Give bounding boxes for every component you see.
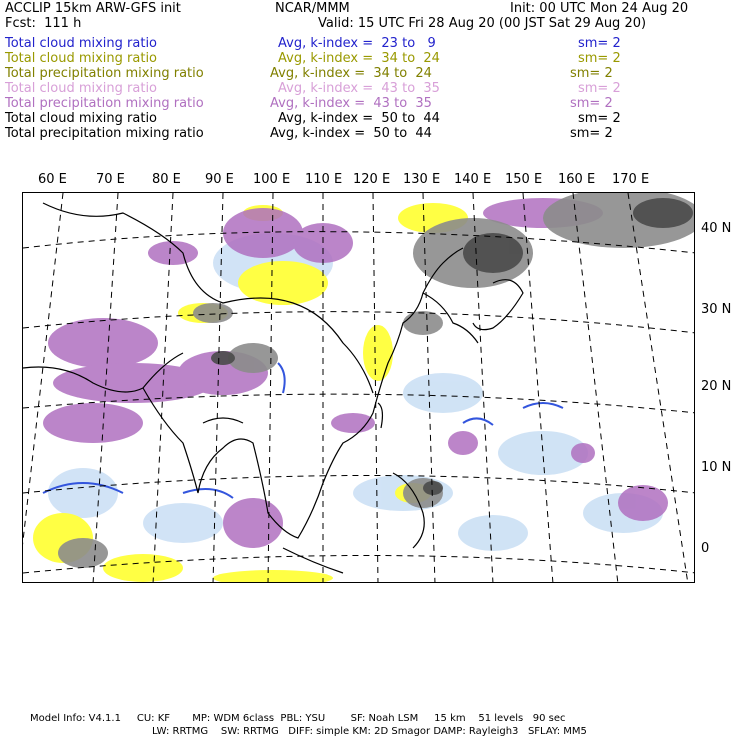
lon-label: 120 E — [353, 172, 391, 187]
title-left: ACCLIP 15km ARW-GFS init — [5, 1, 181, 16]
field-name: Total precipitation mixing ratio — [5, 96, 204, 111]
lon-label: 160 E — [558, 172, 596, 187]
field-sm: sm= 2 — [570, 66, 613, 81]
model-info-line1: Model Info: V4.1.1 CU: KF MP: WDM 6class PBL: YSU SF: Noah LSM 15 km 51 levels 90 sec — [30, 713, 566, 724]
map-canvas — [23, 193, 695, 583]
field-avg: Avg, k-index = 50 to 44 — [270, 126, 432, 141]
lon-label: 100 E — [253, 172, 291, 187]
field-avg: Avg, k-index = 34 to 24 — [270, 66, 432, 81]
map-panel — [22, 192, 695, 583]
valid-time: Valid: 15 UTC Fri 28 Aug 20 (00 JST Sat 29 Aug 20) — [318, 16, 647, 31]
lon-label: 140 E — [454, 172, 492, 187]
lon-label: 150 E — [505, 172, 543, 187]
init-time: Init: 00 UTC Mon 24 Aug 20 — [510, 1, 689, 16]
field-sm: sm= 2 — [578, 81, 621, 96]
lat-label: 10 N — [701, 460, 732, 475]
lon-label: 90 E — [205, 172, 234, 187]
lon-label: 60 E — [38, 172, 67, 187]
field-avg: Avg, k-index = 43 to 35 — [270, 96, 432, 111]
field-name: Total cloud mixing ratio — [5, 111, 158, 126]
field-avg: Avg, k-index = 43 to 35 — [278, 81, 440, 96]
lat-label: 0 — [701, 541, 710, 556]
lon-label: 110 E — [305, 172, 343, 187]
field-sm: sm= 2 — [578, 111, 621, 126]
field-name: Total cloud mixing ratio — [5, 36, 158, 51]
model-info-line2: LW: RRTMG SW: RRTMG DIFF: simple KM: 2D Smagor DAMP: Rayleigh3 SFLAY: MM5 — [152, 726, 587, 737]
field-avg: Avg, k-index = 23 to 9 — [278, 36, 436, 51]
field-sm: sm= 2 — [570, 96, 613, 111]
field-name: Total precipitation mixing ratio — [5, 66, 204, 81]
lon-label: 170 E — [612, 172, 650, 187]
field-name: Total precipitation mixing ratio — [5, 126, 204, 141]
forecast-hour: Fcst: 111 h — [5, 16, 82, 31]
lat-label: 40 N — [701, 221, 732, 236]
field-sm: sm= 2 — [570, 126, 613, 141]
lon-label: 80 E — [152, 172, 181, 187]
field-avg: Avg, k-index = 34 to 24 — [278, 51, 440, 66]
lat-label: 20 N — [701, 379, 732, 394]
title-center: NCAR/MMM — [275, 1, 350, 16]
field-avg: Avg, k-index = 50 to 44 — [278, 111, 440, 126]
lat-label: 30 N — [701, 302, 732, 317]
lon-label: 130 E — [403, 172, 441, 187]
field-name: Total cloud mixing ratio — [5, 51, 158, 66]
field-name: Total cloud mixing ratio — [5, 81, 158, 96]
lon-label: 70 E — [96, 172, 125, 187]
field-sm: sm= 2 — [578, 51, 621, 66]
field-sm: sm= 2 — [578, 36, 621, 51]
